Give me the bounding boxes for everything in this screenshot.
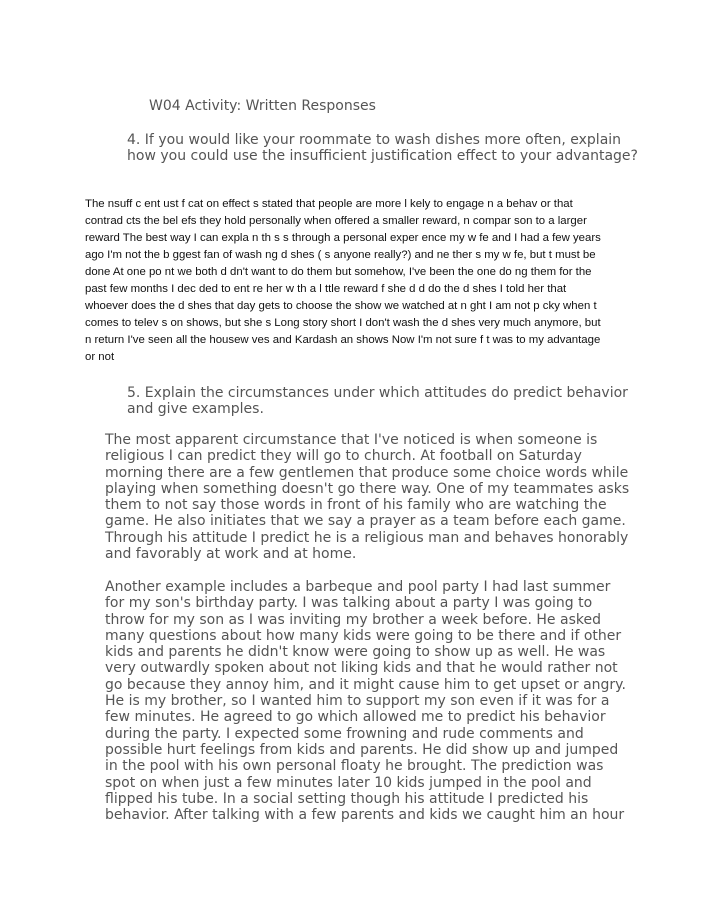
answer-4-line: reward The best way I can expla n th s s through a personal exper ence my w fe and I had a few years	[85, 232, 601, 244]
paragraph-line: go because they annoy him, and it might cause him to get upset or angry.	[105, 676, 626, 693]
paragraph-line: them to not say those words in front of his family who are watching the	[105, 497, 607, 514]
paragraph-line: during the party. I expected some frowning and rude comments and	[105, 725, 584, 742]
answer-4-line: done At one po nt we both d dn't want to do them but somehow, I've been the one do ng them for the	[85, 266, 592, 278]
paragraph-line: morning there are a few gentlemen that produce some choice words while	[105, 464, 629, 481]
paragraph-line: very outwardly spoken about not liking kids and that he would rather not	[105, 660, 618, 677]
paragraph-line: flipped his tube. In a social setting though his attitude I predicted his	[105, 790, 589, 807]
question-5: 5. Explain the circumstances under which attitudes do predict behavior and give examples.	[127, 385, 628, 417]
answer-4	[85, 196, 645, 366]
paragraph-line: Another example includes a barbeque and pool party I had last summer	[105, 579, 611, 595]
answer-4-line: n return I've seen all the housew ves and Kardash an shows Now I'm not sure f t was to my advantage	[85, 334, 601, 346]
paragraph-line: kids and parents he didn't know were going to show up as well. He was	[105, 644, 606, 661]
paragraph-line: for my son's birthday party. I was talking about a party I was going to	[105, 595, 593, 612]
paragraph-line: spot on when just a few minutes later 10 kids jumped in the pool and	[105, 774, 592, 791]
paragraph-line: game. He also initiates that we say a prayer as a team before each game.	[105, 513, 626, 530]
paragraph-line: He is my brother, so I wanted him to support my son even if it was for a	[105, 693, 610, 710]
paragraph-line: throw for my son as I was inviting my brother a week before. He asked	[105, 611, 601, 628]
answer-4-line: The nsuff c ent ust f cat on effect s stated that people are more l kely to engage n a behav or that	[85, 198, 573, 210]
paragraph-line: possible hurt feelings from kids and parents. He did show up and jumped	[105, 741, 619, 758]
answer-5-paragraph-1	[105, 432, 665, 562]
page-title: W04 Activity: Written Responses	[149, 98, 376, 114]
paragraph-line: in the pool with his own personal floaty he brought. The prediction was	[105, 758, 604, 775]
answer-5-paragraph-2	[105, 579, 665, 823]
paragraph-line: and favorably at work and at home.	[105, 546, 357, 563]
paragraph-line: playing when something doesn't go there way. One of my teammates asks	[105, 480, 630, 497]
answer-4-line: comes to telev s on shows, but she s Long story short I don't wash the d shes very much anymore, but	[85, 317, 601, 329]
answer-4-line: contrad cts the bel efs they hold personally when offered a smaller reward, n compar son to a larger	[85, 215, 587, 227]
answer-4-line: whoever does the d shes that day gets to choose the show we watched at n ght I am not p cky when t	[85, 300, 597, 312]
paragraph-line: Through his attitude I predict he is a religious man and behaves honorably	[105, 529, 629, 546]
answer-4-line: or not	[85, 351, 115, 363]
paragraph-line: few minutes. He agreed to go which allowed me to predict his behavior	[105, 709, 606, 726]
answer-4-line: past few months I dec ded to ent re her w th a l ttle reward f she d d do the d shes I told her that	[85, 283, 567, 295]
paragraph-line: The most apparent circumstance that I've noticed is when someone is	[105, 432, 598, 448]
answer-4-line: ago I'm not the b ggest fan of wash ng d shes ( s anyone really?) and ne ther s my w fe, but t must be	[85, 249, 596, 261]
paragraph-line: religious I can predict they will go to church. At football on Saturday	[105, 448, 582, 465]
paragraph-line: many questions about how many kids were going to be there and if other	[105, 627, 622, 644]
question-4: 4. If you would like your roommate to wash dishes more often, explain how you could use the insufficient justification effect to your advantage?	[127, 132, 638, 164]
paragraph-line: behavior. After talking with a few parents and kids we caught him an hour	[105, 807, 625, 824]
